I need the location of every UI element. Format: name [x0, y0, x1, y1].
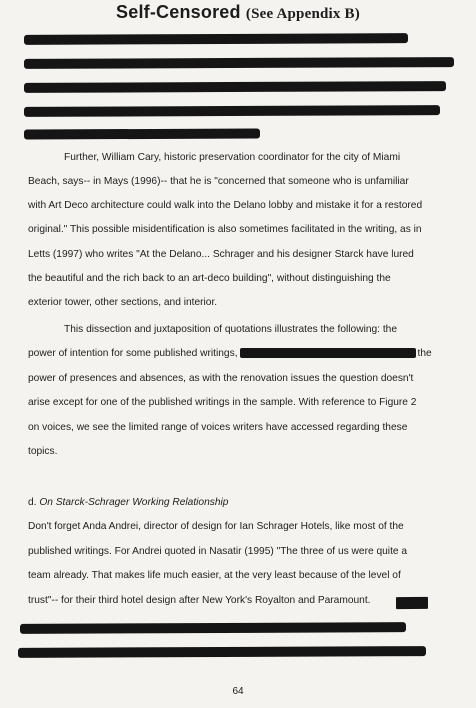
- title-main: Self-Censored: [116, 2, 241, 22]
- redaction-bar: [24, 81, 446, 93]
- redaction-bar: [18, 646, 426, 658]
- redaction-bar: [24, 57, 454, 69]
- body-text-line: on voices, we see the limited range of voices writers have accessed regarding these: [28, 422, 408, 433]
- body-text-line: Letts (1997) who writes "At the Delano... Schrager and his designer Starck have lured: [28, 249, 414, 260]
- body-text-line: topics.: [28, 446, 58, 457]
- body-text-line: Beach, says-- in Mays (1996)-- that he is "concerned that someone who is unfamiliar: [28, 176, 409, 187]
- section-label: d.: [28, 497, 37, 508]
- body-text-line: team already. That makes life much easier, at the very least because of the level of: [28, 570, 401, 581]
- body-text-line: power of presences and absences, as with the renovation issues the question doesn't: [28, 373, 414, 384]
- page-title: [0, 2, 476, 23]
- section-heading: [28, 497, 228, 509]
- redaction-bar: [24, 33, 408, 45]
- body-text-line: the beautiful and the rich back to an art-deco building", without distinguishing the: [28, 273, 391, 284]
- inline-redaction-bar: [240, 348, 416, 358]
- body-text-line: original." This possible misidentification is also sometimes facilitated in the writing, as in: [28, 224, 422, 235]
- body-text-line: Further, William Cary, historic preservation coordinator for the city of Miami: [64, 152, 401, 163]
- page-number: 64: [232, 686, 244, 697]
- redaction-bar: [20, 622, 406, 634]
- text-segment: power of intention for some published writings,: [28, 348, 238, 359]
- text-segment: the: [417, 348, 432, 359]
- body-text-line: [28, 348, 432, 360]
- body-text-line: arise except for one of the published writings in the sample. With reference to Figure 2: [28, 397, 417, 408]
- redaction-bar: [24, 128, 260, 139]
- body-text-line: [28, 595, 370, 607]
- section-heading-text: On Starck-Schrager Working Relationship: [39, 497, 229, 508]
- body-text-line: This dissection and juxtaposition of quotations illustrates the following: the: [64, 324, 397, 335]
- title-subtitle: (See Appendix B): [245, 6, 360, 22]
- body-text-line: published writings. For Andrei quoted in Nasatir (1995) "The three of us were quite a: [28, 546, 408, 557]
- body-text-line: with Art Deco architecture could walk into the Delano lobby and mistake it for a restored: [28, 200, 423, 211]
- redaction-bar: [396, 597, 428, 609]
- body-text-line: exterior tower, other sections, and interior.: [28, 297, 218, 308]
- redaction-bar: [24, 105, 440, 117]
- text-segment: trust"-- for their third hotel design after New York's Royalton and Paramount.: [28, 595, 371, 606]
- body-text-line: Don't forget Anda Andrei, director of design for Ian Schrager Hotels, like most of the: [28, 521, 404, 532]
